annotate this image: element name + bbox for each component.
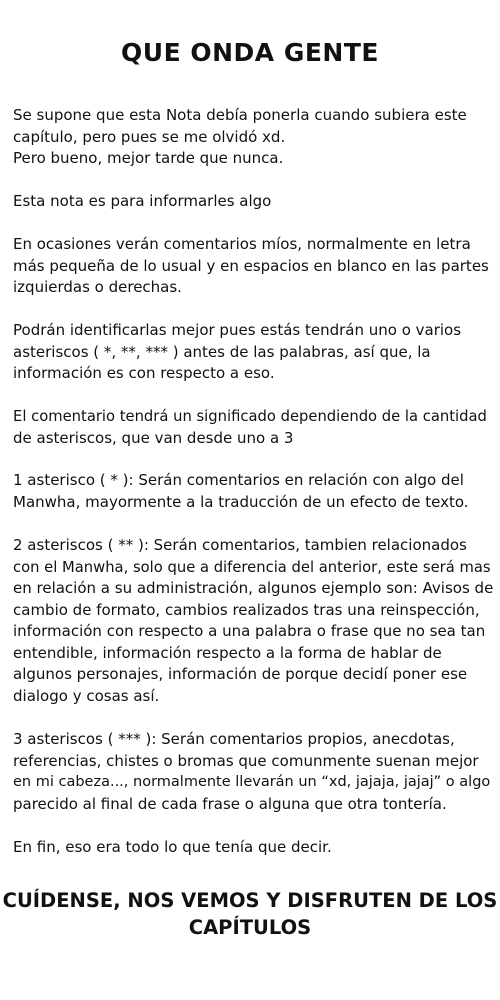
text-line: El comentario tendrá un significado dependiendo de la cantidad: [13, 408, 487, 425]
text-line: parecido al final de cada frase o alguna que otra tontería.: [13, 794, 447, 813]
text-line: más pequeña de lo usual y en espacios en blanco en las partes: [13, 256, 489, 275]
paragraph-purpose: [13, 191, 493, 213]
text-line: asteriscos ( *, **, *** ) antes de las palabras, así que, la: [13, 342, 431, 361]
text-line: información con respecto a una palabra o frase que no sea tan: [13, 622, 486, 640]
paragraph-three-asterisks: [13, 729, 493, 815]
text-line: algunos personajes, información de porque decidí poner ese: [13, 665, 468, 683]
text-line: En ocasiones verán comentarios míos, normalmente en letra: [13, 235, 471, 253]
paragraph-intro: [13, 105, 493, 170]
closing-message: [0, 887, 500, 941]
text-line: referencias, chistes o bromas que comunmente suenan mejor: [13, 751, 479, 770]
text-line: 1 asterisco ( * ): Serán comentarios en relación con algo del: [13, 471, 464, 489]
text-line: Esta nota es para informarles algo: [13, 192, 272, 210]
text-line: izquierdas o derechas.: [13, 278, 182, 296]
text-line: con el Manwha, solo que a diferencia del anterior, este será mas: [13, 558, 491, 576]
text-line: Se supone que esta Nota debía ponerla cuando subiera este: [13, 106, 467, 124]
closing-line: CUÍDENSE, NOS VEMOS Y DISFRUTEN DE LOS: [2, 889, 498, 912]
paragraph-final: [13, 837, 493, 859]
paragraph-one-asterisk: [13, 470, 493, 513]
text-line: Podrán identificarlas mejor pues estás tendrán uno o varios: [13, 321, 462, 339]
paragraph-comments: [13, 234, 493, 299]
text-line: información es con respecto a eso.: [13, 364, 275, 382]
text-line: en relación a su administración, algunos ejemplo son: Avisos de: [13, 579, 494, 597]
text-line: Pero bueno, mejor tarde que nunca.: [13, 149, 284, 167]
text-line: entendible, información respecto a la forma de hablar de: [13, 643, 442, 662]
text-line: de asteriscos, que van desde uno a 3: [13, 428, 294, 447]
text-line: En fin, eso era todo lo que tenía que decir.: [13, 838, 332, 856]
text-line: dialogo y cosas así.: [13, 686, 160, 705]
text-line: 3 asteriscos ( *** ): Serán comentarios propios, anecdotas,: [13, 730, 455, 748]
closing-line: CAPÍTULOS: [188, 916, 312, 939]
text-line: en mi cabeza..., normalmente llevarán un “xd, jajaja, jajaj” o algo: [13, 774, 491, 790]
text-line: cambio de formato, cambios realizados tras una reinspección,: [13, 600, 480, 619]
paragraph-two-asterisks: [13, 535, 493, 707]
text-line: Manwha, mayormente a la traducción de un efecto de texto.: [13, 492, 469, 511]
paragraph-meaning: [13, 406, 493, 449]
page-title: QUE ONDA GENTE: [121, 38, 379, 67]
text-line: 2 asteriscos ( ** ): Serán comentarios, tambien relacionados: [13, 536, 467, 554]
text-line: capítulo, pero pues se me olvidó xd.: [13, 127, 286, 146]
paragraph-asterisks: [13, 320, 493, 385]
